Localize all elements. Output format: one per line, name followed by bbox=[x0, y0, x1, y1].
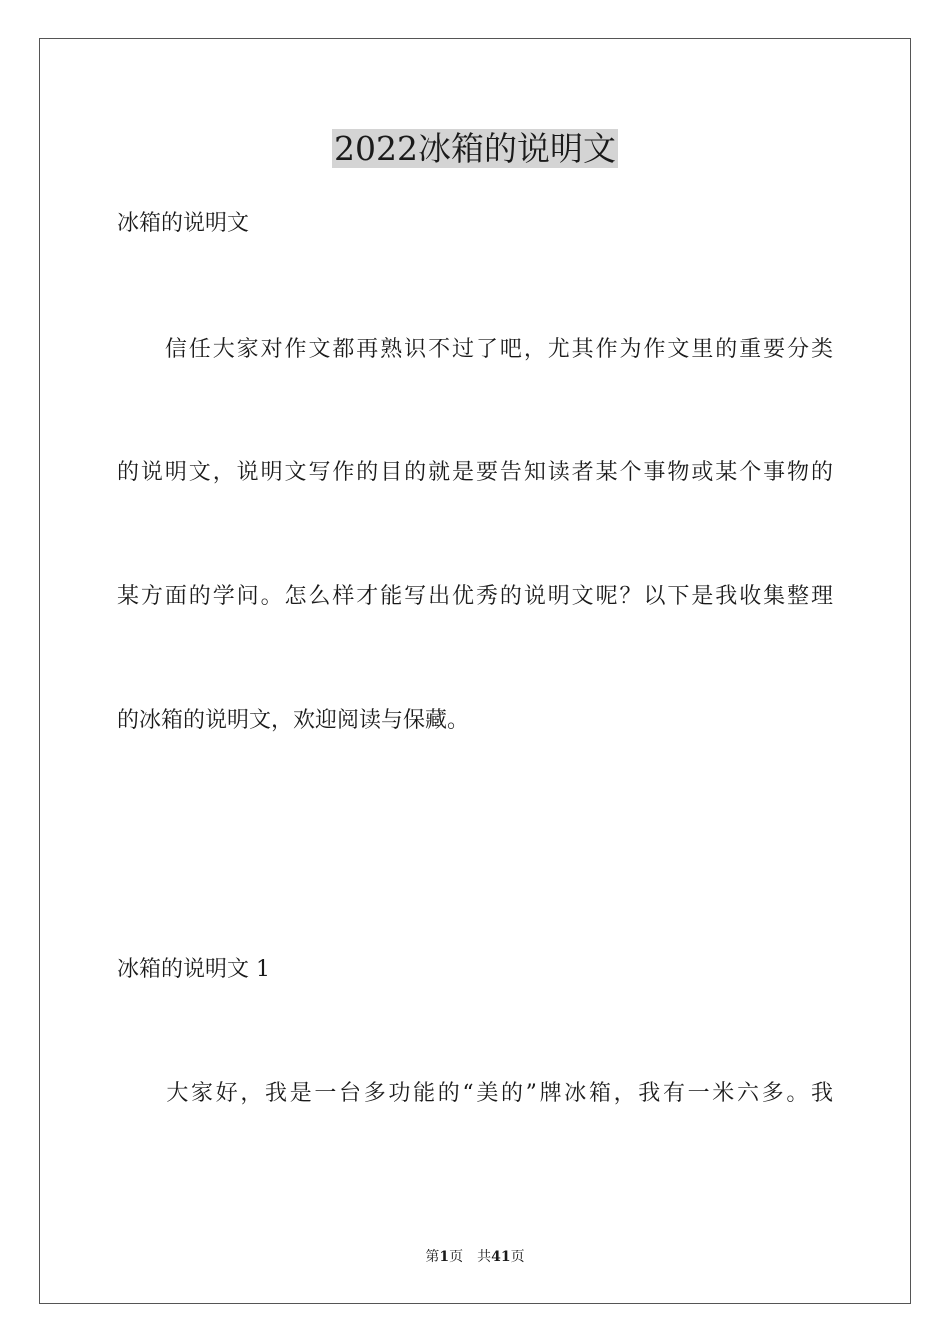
footer-suffix: 页 bbox=[510, 1249, 525, 1265]
section-heading: 冰箱的说明文 1 bbox=[117, 957, 270, 982]
paragraph-line: 的说明文，说明文写作的目的就是要告知读者某个事物或某个事物的 bbox=[117, 460, 833, 485]
section-heading: 冰箱的说明文 bbox=[117, 211, 250, 236]
paragraph-line: 信任大家对作文都再熟识不过了吧，尤其作为作文里的重要分类 bbox=[117, 337, 833, 362]
paragraph-line: 的冰箱的说明文，欢迎阅读与保藏。 bbox=[117, 708, 470, 733]
page-footer bbox=[0, 1247, 950, 1267]
footer-prefix: 第 bbox=[425, 1249, 440, 1265]
footer-page-number: 1 bbox=[439, 1249, 450, 1265]
paragraph-line: 大家好，我是一台多功能的“美的”牌冰箱，我有一米六多。我 bbox=[117, 1081, 833, 1106]
paragraph-line: 某方面的学问。怎么样才能写出优秀的说明文呢？以下是我收集整理 bbox=[117, 584, 833, 609]
document-title-text: 2022冰箱的说明文 bbox=[334, 129, 616, 168]
footer-mid: 页 共 bbox=[449, 1249, 492, 1265]
document-title bbox=[0, 127, 950, 171]
footer-total-pages: 41 bbox=[491, 1249, 511, 1265]
